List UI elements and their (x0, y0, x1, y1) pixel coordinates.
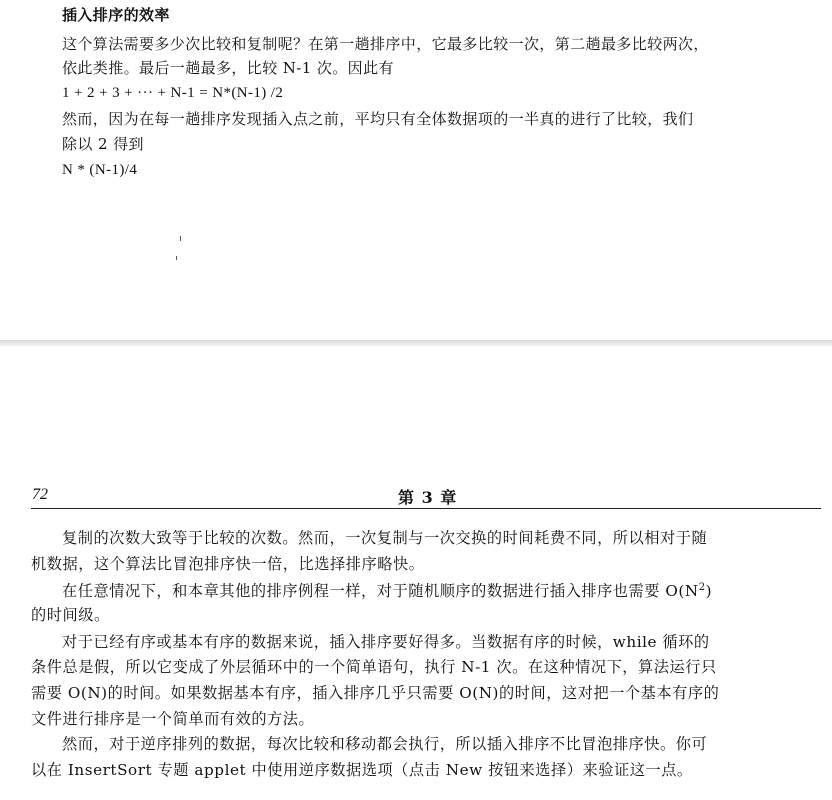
scan-speck (180, 236, 181, 241)
equation-sum: 1 + 2 + 3 + ··· + N-1 = N*(N-1) /2 (62, 85, 284, 101)
top-page (0, 0, 832, 340)
page-number: 72 (32, 486, 48, 503)
header-rule (31, 508, 821, 509)
paragraph-line: 复制的次数大致等于比较的次数。然而，一次复制与一次交换的时间耗费不同，所以相对于随 (62, 529, 708, 547)
closing-paren: ) (705, 582, 713, 600)
paragraph-line: 除以 2 得到 (62, 135, 144, 153)
paragraph-line: 机数据，这个算法比冒泡排序快一倍，比选择排序略快。 (31, 555, 425, 573)
paragraph-line: 以在 InsertSort 专题 applet 中使用逆序数据选项（点击 New 按钮来选择）来验证这一点。 (31, 761, 693, 779)
paragraph-line: 条件总是假，所以它变成了外层循环中的一个简单语句，执行 N-1 次。在这种情况下，算法运行只 (31, 658, 717, 676)
paragraph-line: 需要 O(N)的时间。如果数据基本有序，插入排序几乎只需要 O(N)的时间，这对把一个基本有序的 (31, 684, 720, 702)
scan-speck (176, 256, 177, 260)
bottom-page (0, 346, 832, 800)
section-heading: 插入排序的效率 (62, 6, 170, 24)
paragraph-line: 这个算法需要多少次比较和复制呢？在第一趟排序中，它最多比较一次，第二趟最多比较两次， (62, 35, 709, 53)
paragraph-line (62, 581, 712, 601)
equation-result: N * (N-1)/4 (62, 162, 138, 178)
paragraph-line: 然而，对于逆序排列的数据，每次比较和移动都会执行，所以插入排序不比冒泡排序快。你可 (62, 735, 708, 753)
paragraph-line: 然而，因为在每一趟排序发现插入点之前，平均只有全体数据项的一半真的进行了比较，我们 (62, 110, 694, 128)
paragraph-line: 文件进行排序是一个简单而有效的方法。 (31, 710, 315, 728)
paragraph-line: 的时间级。 (31, 606, 110, 624)
chapter-title: 第 3 章 (398, 488, 458, 507)
paragraph-line: 对于已经有序或基本有序的数据来说，插入排序要好得多。当数据有序的时候，while 循环的 (62, 633, 710, 651)
paragraph-line: 依此类推。最后一趟最多，比较 N-1 次。因此有 (62, 59, 394, 77)
complexity-text: 在任意情况下，和本章其他的排序例程一样，对于随机顺序的数据进行插入排序也需要 O(N (62, 582, 699, 600)
exponent: 2 (698, 581, 706, 593)
